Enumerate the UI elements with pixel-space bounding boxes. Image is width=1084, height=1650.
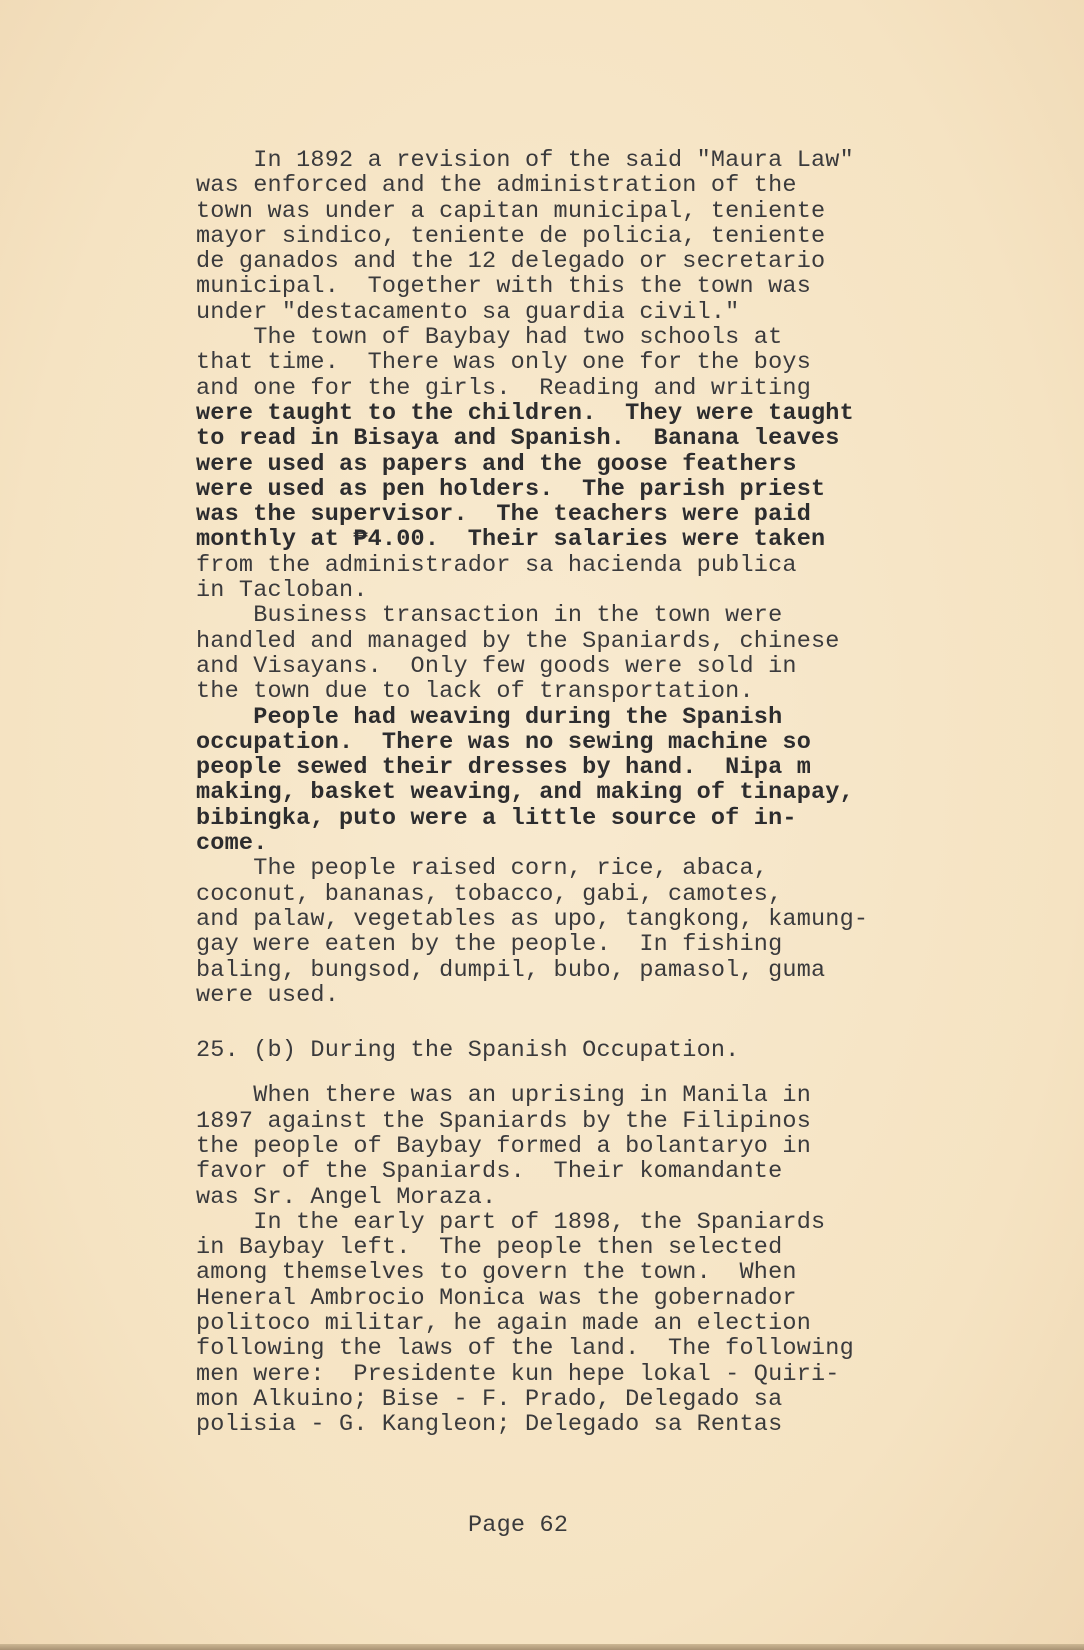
text-line: were used. [196,981,340,1009]
paragraph-maura-law [196,148,916,325]
text-line: in Tacloban. [196,577,368,605]
scan-edge [0,1644,1084,1650]
text-line: was enforced and the administration of the [196,172,797,200]
text-line: politoco militar, he again made an election [196,1310,811,1338]
text-line: town was under a capitan municipal, teniente [196,197,826,225]
text-line: Heneral Ambrocio Monica was the gobernador [196,1284,797,1312]
text-line: in Baybay left. The people then selected [196,1234,783,1262]
text-line: polisia - G. Kangleon; Delegado sa Rentas [196,1411,783,1439]
paragraph-weaving [196,705,916,857]
text-line: In 1892 a revision of the said "Maura Law" [196,147,854,174]
text-line: under "destacamento sa guardia civil." [196,298,740,326]
text-line: were taught to the children. They were taught [196,399,854,427]
text-line: among themselves to govern the town. When [196,1259,797,1287]
text-line: men were: Presidente kun hepe lokal - Quiri- [196,1360,840,1388]
text-line: handled and managed by the Spaniards, chinese [196,627,840,655]
text-line: municipal. Together with this the town was [196,273,811,301]
text-line: making, basket weaving, and making of tinapay, [196,779,854,807]
text-line: favor of the Spaniards. Their komandante [196,1158,783,1186]
text-line: was Sr. Angel Moraza. [196,1183,497,1211]
text-line: baling, bungsod, dumpil, bubo, pamasol, guma [196,956,826,984]
text-line: to read in Bisaya and Spanish. Banana leaves [196,425,840,453]
text-line: In the early part of 1898, the Spaniards [196,1208,826,1236]
text-line: were used as pen holders. The parish priest [196,475,826,503]
text-line: bibingka, puto were a little source of in- [196,804,797,832]
text-line: and palaw, vegetables as upo, tangkong, kamung- [196,905,869,933]
text-line: and one for the girls. Reading and writing [196,374,811,402]
spacer [196,1008,916,1028]
paragraph-1898 [196,1210,916,1438]
text-line: come. [196,830,268,858]
text-line: 1897 against the Spaniards by the Filipinos [196,1107,811,1135]
text-line: monthly at ₱4.00. Their salaries were taken [196,526,826,554]
section-heading: 25. (b) During the Spanish Occupation. [196,1037,740,1065]
paragraph-schools [196,325,916,603]
text-line: The town of Baybay had two schools at [196,324,783,352]
body-text [196,148,916,1438]
text-line: people sewed their dresses by hand. Nipa m [196,754,811,782]
paragraph-uprising [196,1083,916,1209]
text-line: the town due to lack of transportation. [196,678,754,706]
page-number: Page 62 [468,1512,569,1539]
text-line: mon Alkuino; Bise - F. Prado, Delegado sa [196,1385,783,1413]
text-line: following the laws of the land. The following [196,1335,854,1363]
text-line: de ganados and the 12 delegado or secretario [196,248,826,276]
text-line: and Visayans. Only few goods were sold in [196,652,797,680]
text-line: When there was an uprising in Manila in [196,1082,811,1110]
text-line: occupation. There was no sewing machine so [196,728,811,756]
spacer [196,1063,916,1083]
text-line: the people of Baybay formed a bolantaryo in [196,1132,811,1160]
text-line: were used as papers and the goose feathers [196,450,797,478]
text-line: mayor sindico, teniente de policia, teniente [196,222,826,250]
text-line: that time. There was only one for the boys [196,349,811,377]
text-line: Business transaction in the town were [196,602,783,630]
paragraph-crops [196,856,916,1008]
paragraph-business [196,603,916,704]
text-line: gay were eaten by the people. In fishing [196,931,783,959]
text-line: was the supervisor. The teachers were paid [196,501,811,529]
text-line: The people raised corn, rice, abaca, [196,855,769,883]
text-line: People had weaving during the Spanish [196,703,783,731]
text-line: coconut, bananas, tobacco, gabi, camotes, [196,880,783,908]
text-line: from the administrador sa hacienda publica [196,551,797,579]
